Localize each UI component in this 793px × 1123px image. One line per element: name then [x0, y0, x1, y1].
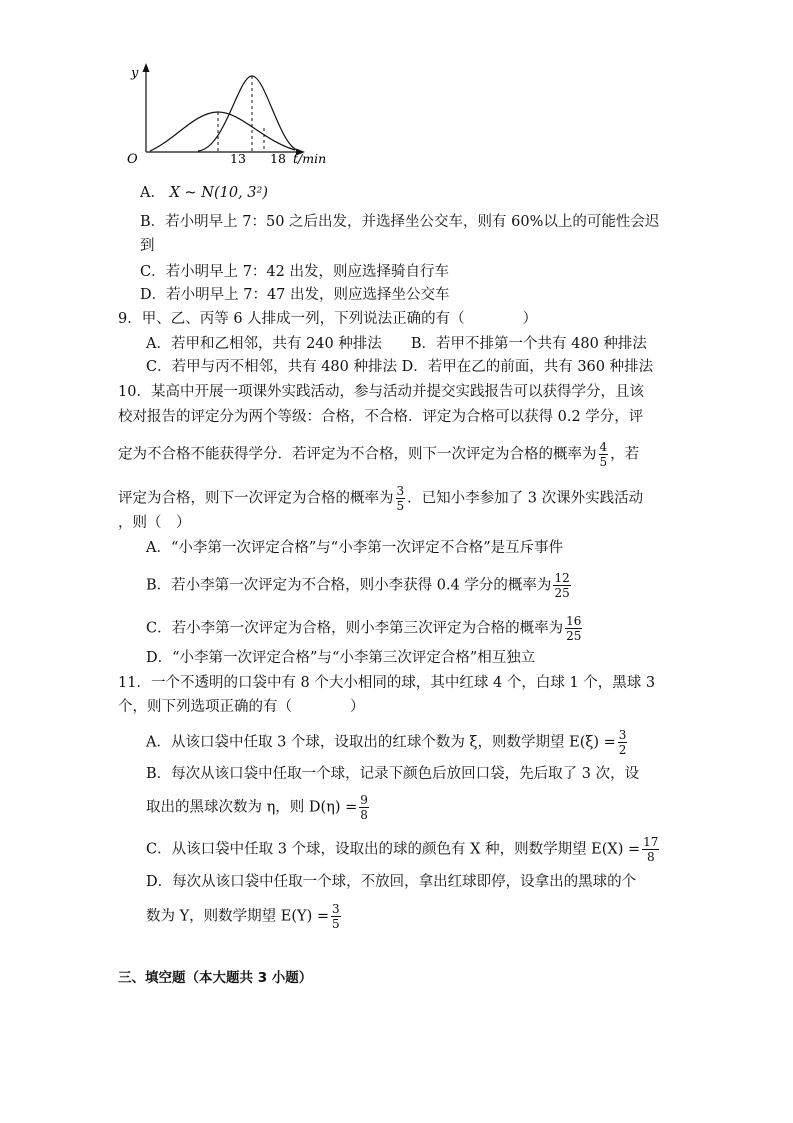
fraction-numerator: 17	[643, 835, 659, 849]
q10-option-b-text: B．若小李第一次评定为不合格，则小李获得 0.4 学分的概率为	[146, 577, 552, 594]
q11-option-b-text: 取出的黑球次数为 η，则 D(η) =	[146, 799, 358, 816]
q8-option-c: C．若小明早上 7：42 出发，则应选择骑自行车	[140, 264, 449, 280]
fraction-denominator: 8	[646, 850, 655, 864]
q11-option-c	[146, 836, 661, 863]
q9-stem: 9．甲、乙、丙等 6 人排成一列，下列说法正确的有（ ）	[118, 311, 538, 327]
fraction-denominator: 25	[566, 629, 582, 643]
fraction-9-8	[359, 794, 369, 821]
q10-option-c-text: C．若小李第一次评定为合格，则小李第三次评定为合格的概率为	[146, 620, 564, 637]
section-heading-fill-in: 三、填空题（本大题共 3 小题）	[118, 970, 313, 986]
fraction-numerator: 3	[618, 728, 627, 742]
q10-line4-tail: ．已知小李参加了 3 次课外实践活动	[407, 490, 644, 507]
distribution-graph	[0, 60, 793, 230]
q10-line4	[118, 485, 643, 512]
q11-option-c-text: C．从该口袋中任取 3 个球，设取出的球的颜色有 X 种，则数学期望 E(X) =	[146, 841, 641, 858]
fraction-3-2	[618, 729, 628, 756]
q11-option-d-line1: D．每次从该口袋中任取一个球，不放回，拿出红球即停，设拿出的黑球的个	[146, 874, 637, 890]
q10-line4-text: 评定为合格，则下一次评定为合格的概率为	[118, 490, 394, 507]
q10-line1: 10．某高中开展一项课外实践活动，参与活动并提交实践报告可以获得学分，且该	[118, 384, 644, 400]
curve-narrow	[198, 76, 300, 151]
q11-option-b-line1: B．每次从该口袋中任取一个球，记录下颜色后放回口袋，先后取了 3 次，设	[146, 766, 640, 782]
origin-label: O	[127, 152, 138, 167]
q10-line2: 校对报告的评定分为两个等级：合格，不合格．评定为合格可以获得 0.2 学分，评	[118, 409, 644, 425]
fraction-denominator: 5	[332, 917, 340, 931]
fraction-denominator: 5	[396, 499, 405, 513]
q8-option-a	[140, 183, 268, 203]
fraction-denominator: 2	[618, 743, 627, 757]
fraction-17-8	[642, 836, 659, 863]
fraction-numerator: 9	[360, 793, 368, 807]
x-axis-label: t/min	[293, 151, 327, 166]
q11-option-d-line2	[146, 903, 343, 930]
fraction-numerator: 4	[599, 440, 608, 454]
fraction-denominator: 25	[554, 586, 570, 600]
fraction-numerator: 3	[332, 902, 340, 916]
q11-option-d-text: 数为 Y，则数学期望 E(Y) =	[146, 908, 330, 925]
fraction-4-5	[599, 441, 609, 468]
q8-option-a-prefix: A．	[140, 185, 165, 201]
fraction-denominator: 5	[599, 455, 608, 469]
q10-line3-text: 定为不合格不能获得学分．若评定为不合格，则下一次评定为合格的概率为	[118, 446, 597, 463]
q10-line5: ，则（ ）	[118, 515, 191, 531]
q10-option-a: A．“小李第一次评定合格”与“小李第一次评定不合格”是互斥事件	[146, 540, 564, 556]
fraction-3-5	[396, 485, 406, 512]
q9-options-cd: C．若甲与丙不相邻，共有 480 种排法 D．若甲在乙的前面，共有 360 种排法	[146, 359, 654, 375]
q8-option-a-formula: X ~ N(10, 3²)	[169, 185, 268, 201]
curve-wide	[150, 112, 295, 151]
q9-options-ab: A．若甲和乙相邻，共有 240 种排法 B．若甲不排第一个共有 480 种排法	[146, 336, 647, 352]
fraction-numerator: 12	[554, 571, 570, 585]
q10-line3-tail: ，若	[610, 446, 640, 463]
fraction-denominator: 8	[360, 808, 368, 822]
fraction-3-5	[331, 903, 341, 930]
q11-option-a-text: A．从该口袋中任取 3 个球，设取出的红球个数为 ξ，则数学期望 E(ξ) =	[146, 734, 616, 751]
q10-option-d: D．“小李第一次评定合格”与“小李第三次评定合格”相互独立	[146, 650, 536, 666]
q10-line3	[118, 441, 639, 468]
q11-line2: 个，则下列选项正确的有（ ）	[118, 699, 365, 715]
y-axis-arrow	[143, 63, 150, 72]
fraction-numerator: 16	[566, 614, 582, 628]
y-axis-label: y	[131, 66, 139, 81]
fraction-16-25	[565, 615, 582, 642]
q8-option-b-line2: 到	[140, 238, 155, 254]
x-tick-13: 13	[230, 151, 246, 166]
q11-option-b-line2	[146, 794, 371, 821]
x-tick-18: 18	[270, 151, 286, 166]
q10-option-b	[146, 572, 573, 599]
q11-line1: 11．一个不透明的口袋中有 8 个大小相同的球，其中红球 4 个，白球 1 个，黑球 3	[118, 675, 656, 691]
fraction-12-25	[553, 572, 570, 599]
q8-option-b-line1: B．若小明早上 7：50 之后出发，并选择坐公交车，则有 60%以上的可能性会迟	[140, 214, 660, 230]
q11-option-a	[146, 729, 629, 756]
fraction-numerator: 3	[396, 484, 405, 498]
q10-option-c	[146, 615, 584, 642]
q8-option-d: D．若小明早上 7：47 出发，则应选择坐公交车	[140, 287, 450, 303]
